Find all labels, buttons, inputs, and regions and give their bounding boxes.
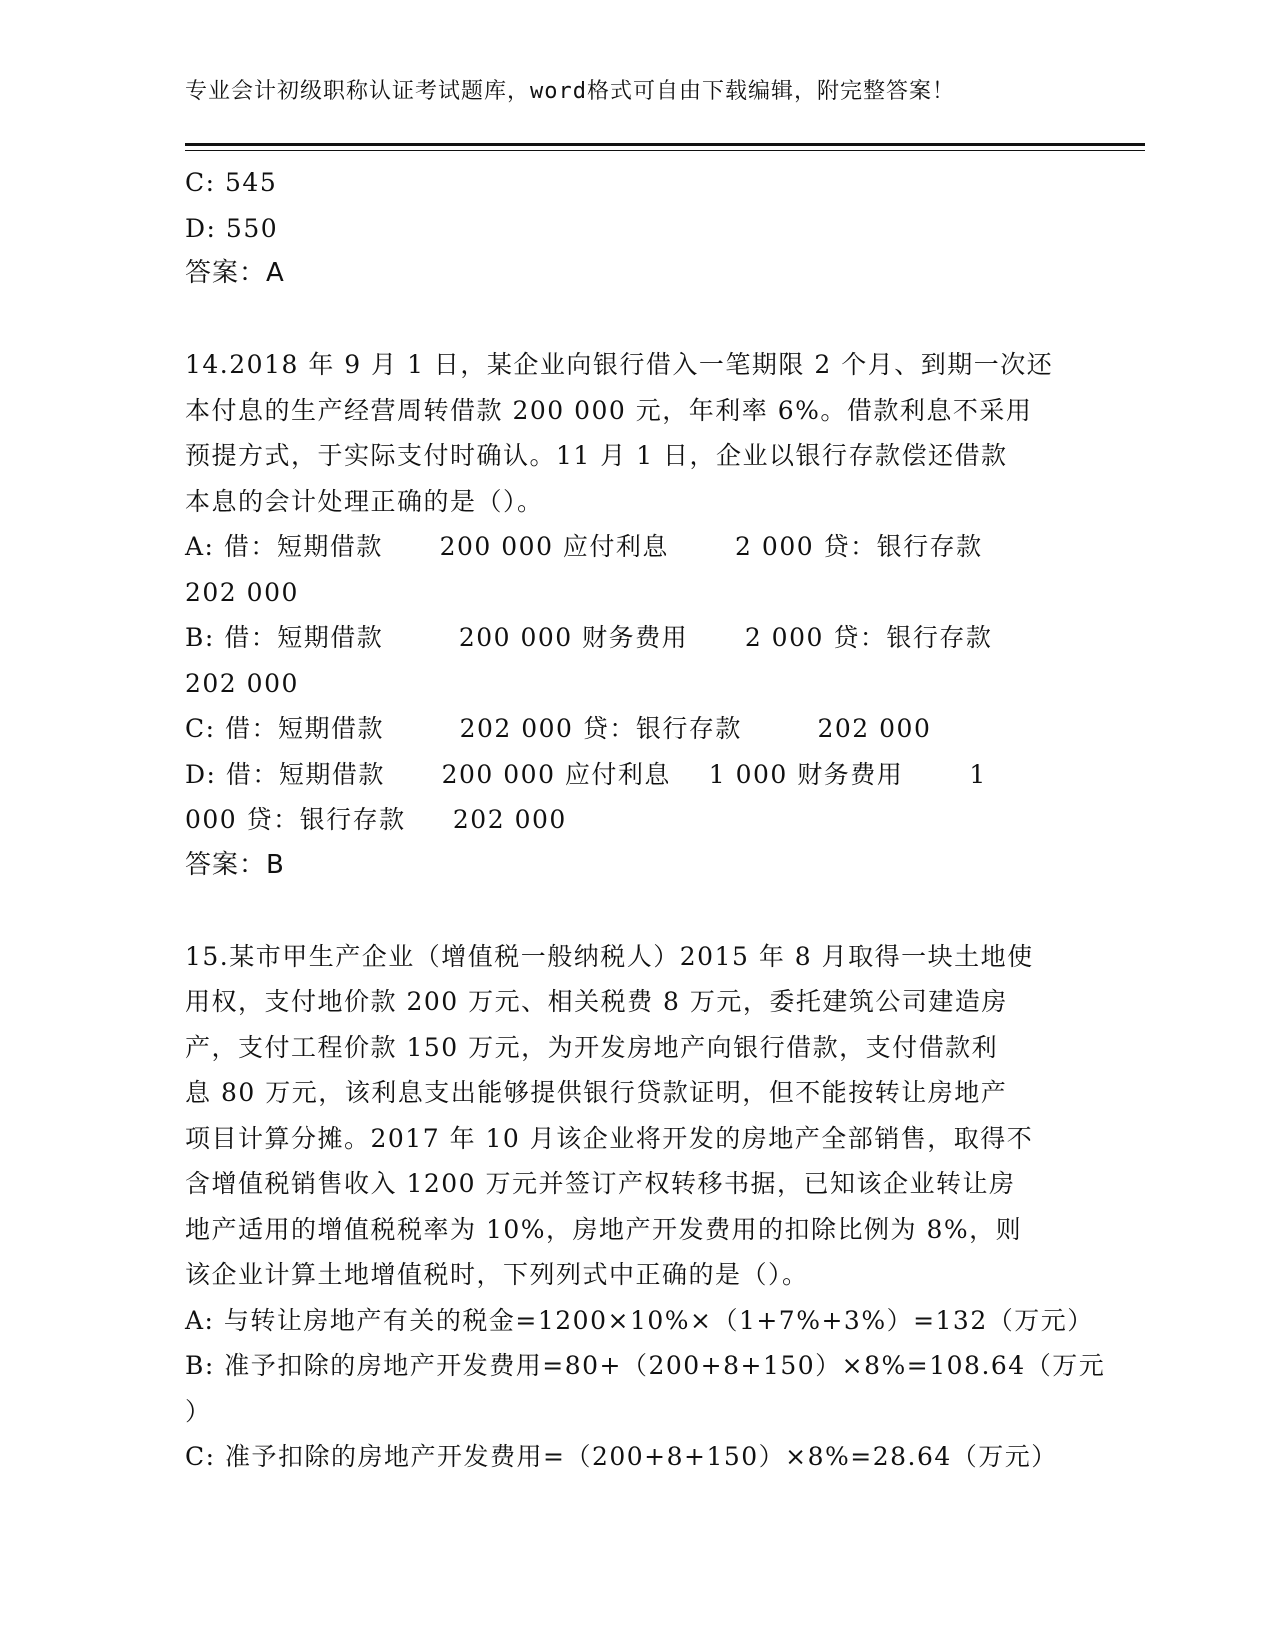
question-stem-line: 地产适用的增值税税率为 10%，房地产开发费用的扣除比例为 8%，则 bbox=[185, 1214, 1023, 1244]
option-line: D: 550 bbox=[185, 213, 279, 243]
option-line: C: 借：短期借款 202 000 贷：银行存款 202 000 bbox=[185, 714, 932, 743]
document-body bbox=[185, 160, 1106, 1480]
option-line: ） bbox=[185, 1396, 212, 1426]
option-line: C: 545 bbox=[185, 168, 278, 197]
option-line: 000 贷：银行存款 202 000 bbox=[185, 805, 567, 834]
option-line: A: 借：短期借款 200 000 应付利息 2 000 贷：银行存款 bbox=[185, 532, 983, 561]
question-stem-line: 本付息的生产经营周转借款 200 000 元，年利率 6%。借款利息不采用 bbox=[185, 395, 1033, 425]
question-stem-line: 息 80 万元，该利息支出能够提供银行贷款证明，但不能按转让房地产 bbox=[185, 1078, 1008, 1107]
question-stem-line: 15.某市甲生产企业（增值税一般纳税人）2015 年 8 月取得一块土地使 bbox=[185, 941, 1034, 971]
question-stem-line: 含增值税销售收入 1200 万元并签订产权转移书据，已知该企业转让房 bbox=[185, 1169, 1016, 1198]
option-line: B: 准予扣除的房地产开发费用=80+（200+8+150）×8%=108.64（万元 bbox=[185, 1351, 1106, 1380]
question-stem-line: 本息的会计处理正确的是（）。 bbox=[185, 486, 544, 516]
header-rule-thin bbox=[185, 150, 1145, 151]
question-stem-line: 产，支付工程价款 150 万元，为开发房地产向银行借款，支付借款利 bbox=[185, 1032, 999, 1062]
answer-line: 答案：B bbox=[185, 849, 285, 880]
question-stem-line: 14.2018 年 9 月 1 日，某企业向银行借入一笔期限 2 个月、到期一次还 bbox=[185, 350, 1054, 379]
question-stem-line: 用权，支付地价款 200 万元、相关税费 8 万元，委托建筑公司建造房 bbox=[185, 987, 1008, 1016]
option-line: C: 准予扣除的房地产开发费用=（200+8+150）×8%=28.64（万元） bbox=[185, 1442, 1058, 1471]
option-line: B: 借：短期借款 200 000 财务费用 2 000 贷：银行存款 bbox=[185, 623, 993, 652]
question-15 bbox=[185, 934, 1106, 1480]
page-header: 专业会计初级职称认证考试题库，word格式可自由下载编辑，附完整答案！ bbox=[185, 79, 955, 104]
option-line: A: 与转让房地产有关的税金=1200×10%×（1+7%+3%）=132（万元） bbox=[185, 1305, 1094, 1335]
option-line: 202 000 bbox=[185, 668, 299, 698]
answer-line: 答案：A bbox=[185, 258, 285, 288]
question-stem-line: 该企业计算土地增值税时，下列列式中正确的是（）。 bbox=[185, 1260, 809, 1289]
question-stem-line: 预提方式，于实际支付时确认。11 月 1 日，企业以银行存款偿还借款 bbox=[185, 441, 1008, 470]
option-line: 202 000 bbox=[185, 577, 299, 607]
question-stem-line: 项目计算分摊。2017 年 10 月该企业将开发的房地产全部销售，取得不 bbox=[185, 1123, 1034, 1153]
header-rule-thick bbox=[185, 143, 1145, 146]
question-14 bbox=[185, 342, 1085, 888]
option-line: D: 借：短期借款 200 000 应付利息 1 000 财务费用 1 bbox=[185, 759, 987, 789]
